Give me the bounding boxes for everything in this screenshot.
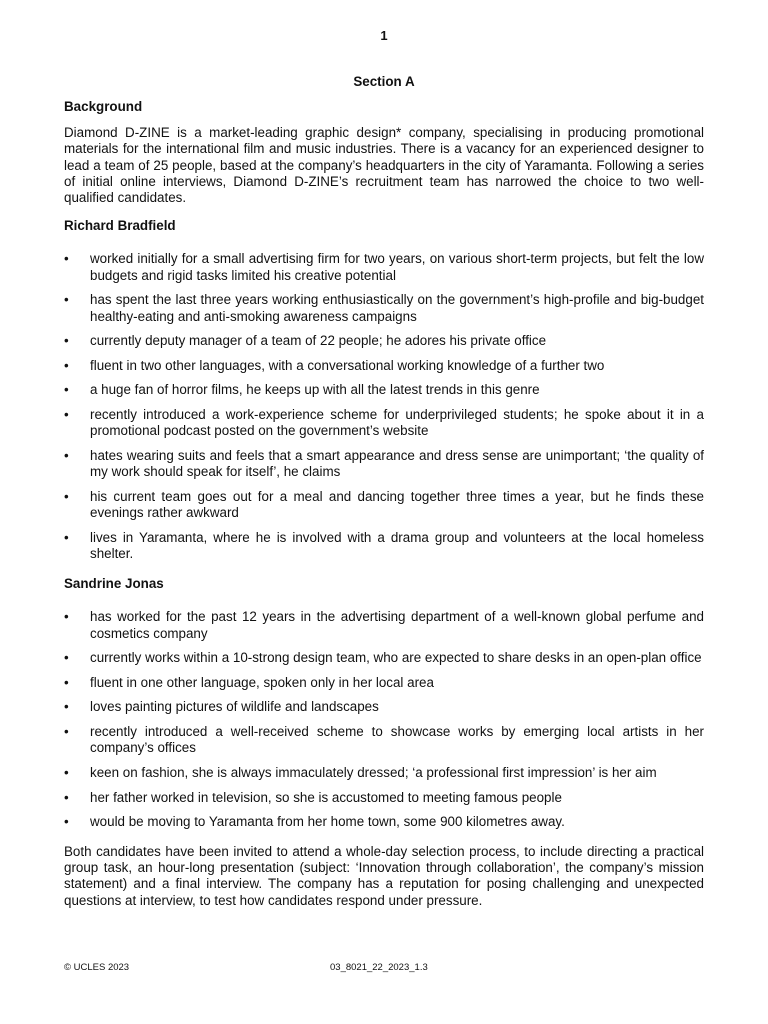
bullet-point (64, 765, 704, 781)
bullet-icon: • (64, 448, 69, 464)
bullet-point (64, 790, 704, 806)
bullet-icon: • (64, 724, 69, 740)
document-body (64, 74, 704, 920)
bullet-point (64, 358, 704, 374)
bullet-icon: • (64, 765, 69, 781)
candidate-richard-section (64, 218, 704, 563)
bullet-icon: • (64, 814, 69, 830)
bullet-point (64, 292, 704, 325)
bullet-icon: • (64, 609, 69, 625)
bullet-text: would be moving to Yaramanta from her home town, some 900 kilometres away. (90, 814, 565, 830)
bullet-point (64, 650, 704, 666)
bullet-text: a huge fan of horror films, he keeps up with all the latest trends in this genre (90, 382, 540, 398)
bullet-text: lives in Yaramanta, where he is involved with a drama group and volunteers at the local homeless shelter. (90, 530, 704, 562)
bullet-point (64, 724, 704, 757)
bullet-icon: • (64, 407, 69, 423)
bullet-text: fluent in two other languages, with a conversational working knowledge of a further two (90, 357, 605, 373)
bullet-point (64, 407, 704, 440)
candidate-points-list (64, 609, 704, 830)
bullet-text: worked initially for a small advertising firm for two years, on various short-term projects, but felt the low budgets and rigid tasks limited his creative potential (90, 251, 704, 283)
candidate-points-list (64, 251, 704, 563)
bullet-point (64, 333, 704, 349)
bullet-point (64, 251, 704, 284)
bullet-icon: • (64, 650, 69, 666)
bullet-icon: • (64, 674, 69, 690)
document-code: 03_8021_22_2023_1.3 (330, 962, 428, 973)
bullet-point (64, 814, 704, 830)
candidate-name: Richard Bradfield (64, 217, 176, 233)
bullet-text: has worked for the past 12 years in the advertising department of a well-known global perfume and cosmetics company (90, 609, 704, 641)
bullet-text: her father worked in television, so she is accustomed to meeting famous people (90, 789, 562, 805)
copyright-notice: © UCLES 2023 (64, 962, 130, 973)
bullet-point (64, 530, 704, 563)
bullet-icon: • (64, 357, 69, 373)
bullet-text: fluent in one other language, spoken only in her local area (90, 674, 434, 690)
closing-paragraph: Both candidates have been invited to attend a whole-day selection process, to include directing a practical group task, an hour-long presentation (subject: ‘Innovation through collaboration’, the company’s mission statement) and a final interview. The company has a reputation for posing challenging and unexpected questions at interview, to test how candidates respond under pressure. (64, 843, 704, 908)
candidate-name: Sandrine Jonas (64, 575, 164, 591)
bullet-point (64, 609, 704, 642)
bullet-text: hates wearing suits and feels that a smart appearance and dress sense are unimportant; ‘the quality of my work should speak for itself’, he claims (90, 448, 704, 480)
bullet-point (64, 382, 704, 398)
bullet-text: recently introduced a well-received scheme to showcase works by emerging local artists in her company’s offices (90, 724, 704, 756)
bullet-icon: • (64, 489, 69, 505)
background-paragraph: Diamond D-ZINE is a market-leading graphic design* company, specialising in producing promotional materials for the international film and music industries. There is a vacancy for an experienced designer to lead a team of 25 people, based at the company’s headquarters in the city of Yaramanta. Following a series of initial online interviews, Diamond D-ZINE’s recruitment team has narrowed the choice to two well-qualified candidates. (64, 124, 704, 206)
bullet-point (64, 448, 704, 481)
bullet-icon: • (64, 699, 69, 715)
bullet-icon: • (64, 292, 69, 308)
background-heading: Background (64, 99, 143, 115)
bullet-text: keen on fashion, she is always immaculately dressed; ‘a professional first impression’ is her aim (90, 765, 657, 781)
bullet-text: currently deputy manager of a team of 22 people; he adores his private office (90, 333, 547, 349)
bullet-text: recently introduced a work-experience scheme for underprivileged students; he spoke about it in a promotional podcast posted on the government’s website (90, 407, 704, 439)
bullet-icon: • (64, 251, 69, 267)
bullet-icon: • (64, 382, 69, 398)
section-title: Section A (353, 74, 415, 89)
bullet-point (64, 489, 704, 522)
bullet-text: loves painting pictures of wildlife and landscapes (90, 699, 379, 715)
bullet-icon: • (64, 333, 69, 349)
bullet-icon: • (64, 789, 69, 805)
bullet-text: his current team goes out for a meal and dancing together three times a year, but he finds these evenings rather awkward (90, 489, 704, 521)
bullet-point (64, 699, 704, 715)
bullet-text: currently works within a 10-strong design team, who are expected to share desks in an open-plan office (90, 650, 702, 666)
page-number: 1 (380, 28, 388, 43)
bullet-point (64, 675, 704, 691)
candidate-sandrine-section (64, 576, 704, 831)
bullet-text: has spent the last three years working enthusiastically on the government’s high-profile and big-budget healthy-eating and anti-smoking awareness campaigns (90, 292, 704, 324)
bullet-icon: • (64, 530, 69, 546)
